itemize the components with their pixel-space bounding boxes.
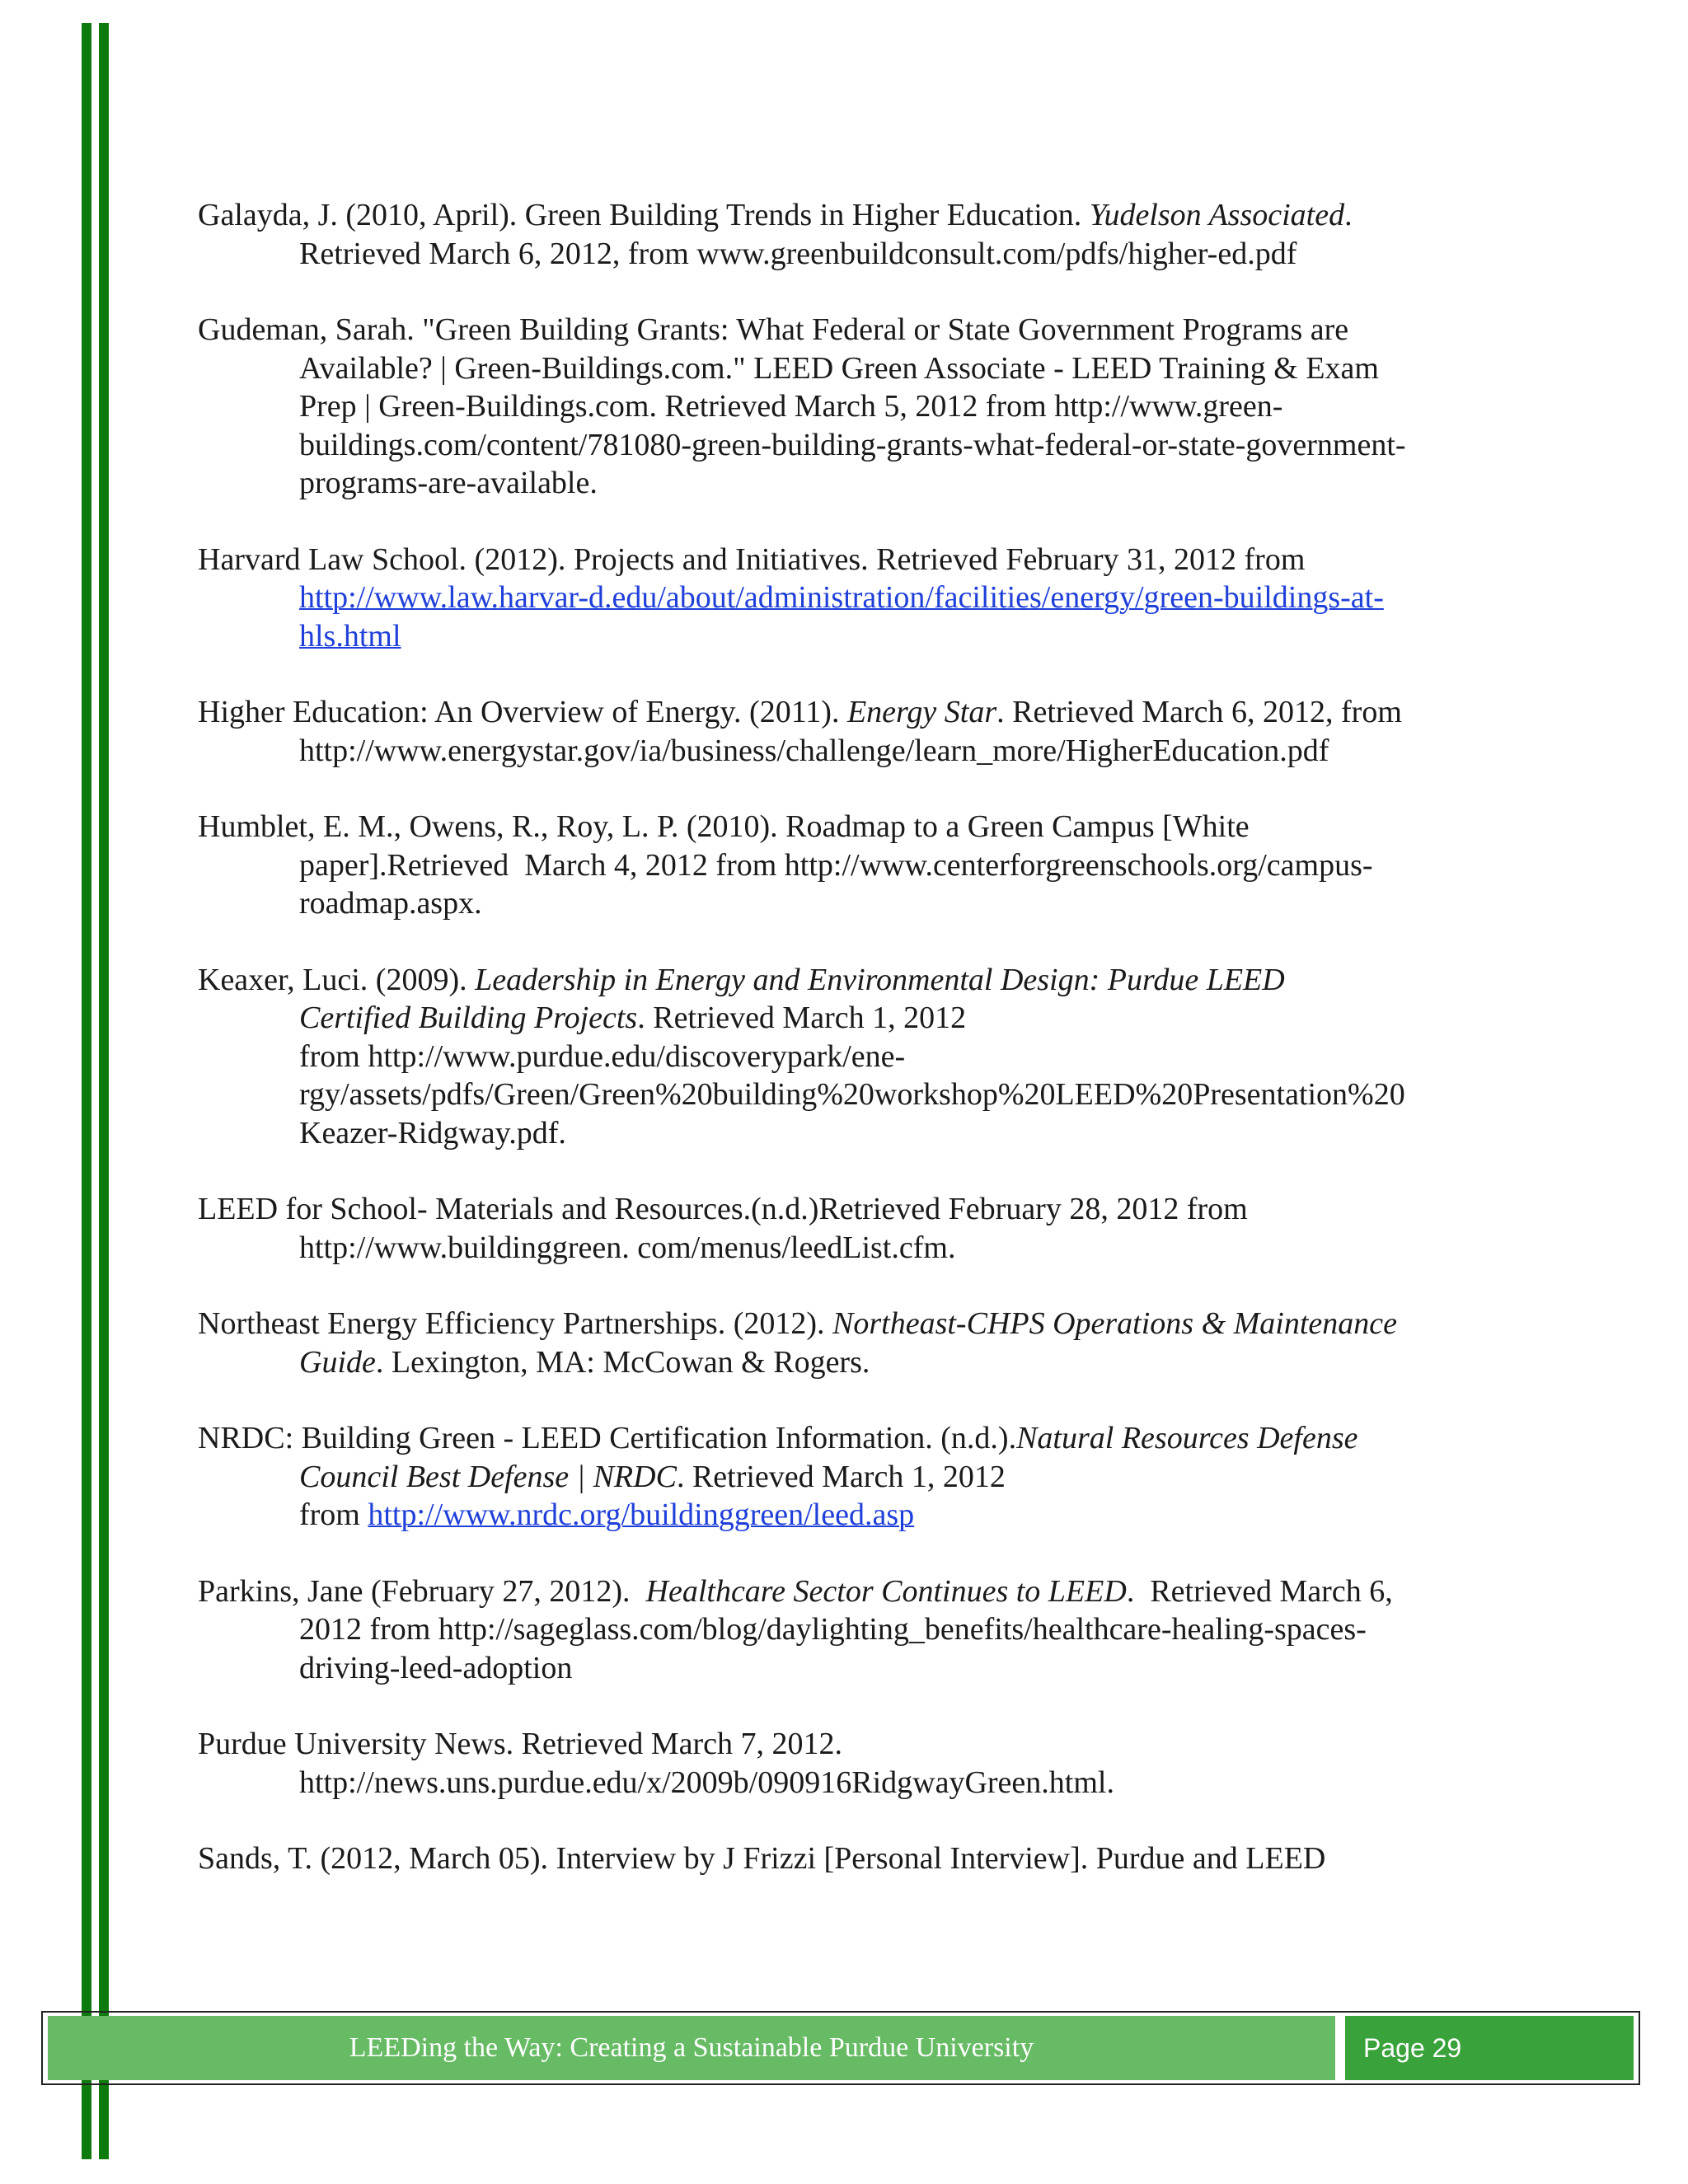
reference-text: roadmap.aspx. <box>299 886 482 921</box>
reference-text: Northeast Energy Efficiency Partnerships. (2012). <box>198 1306 833 1341</box>
reference-text: Retrieved March 6, 2012, from www.greenbuildconsult.com/pdfs/higher-ed.pdf <box>299 236 1297 271</box>
reference-text: Available? | Green-Buildings.com." LEED Green Associate - LEED Training & Exam <box>299 350 1379 386</box>
reference-text: Keazer-Ridgway.pdf. <box>299 1115 566 1151</box>
reference-italic-text: Guide <box>299 1344 376 1380</box>
reference-text: Gudeman, Sarah. "Green Building Grants: What Federal or State Government Programs are <box>198 312 1349 347</box>
reference-text: paper].Retrieved March 4, 2012 from http://www.centerforgreenschools.org/campus- <box>299 847 1373 883</box>
reference-text: . Retrieved March 1, 2012 <box>637 1001 967 1035</box>
reference-text: rgy/assets/pdfs/Green/Green%20building%20workshop%20LEED%20Presentation%20 <box>299 1077 1405 1112</box>
reference-text: NRDC: Building Green - LEED Certification Information. (n.d.). <box>198 1421 1017 1455</box>
reference-text: Parkins, Jane (February 27, 2012). <box>198 1573 646 1609</box>
reference-entry <box>198 1572 1517 1688</box>
reference-link[interactable]: http://www.law.harvar-d.edu/about/administration/facilities/energy/green-buildings-at- <box>299 580 1384 615</box>
reference-entry <box>198 1419 1517 1535</box>
reference-italic-text: Energy Star <box>846 695 997 729</box>
references-list <box>198 196 1517 1916</box>
reference-text: Galayda, J. (2010, April). Green Building Trends in Higher Education. <box>198 198 1090 232</box>
reference-text: from http://www.purdue.edu/discoverypark/ene- <box>299 1038 906 1074</box>
reference-entry <box>198 1840 1517 1878</box>
reference-entry <box>198 196 1517 273</box>
reference-italic-text: Northeast-CHPS Operations & Maintenance <box>832 1306 1397 1341</box>
reference-link[interactable]: http://www.nrdc.org/buildinggreen/leed.asp <box>368 1497 915 1532</box>
footer-title: LEEDing the Way: Creating a Sustainable Purdue University <box>48 2016 1335 2080</box>
reference-text: http://news.uns.purdue.edu/x/2009b/090916RidgwayGreen.html. <box>299 1765 1114 1800</box>
reference-italic-text: Certified Building Projects <box>299 1001 638 1035</box>
reference-text: driving-leed-adoption <box>299 1650 573 1685</box>
reference-text: . Retrieved March 1, 2012 <box>676 1459 1006 1494</box>
reference-text: http://www.energystar.gov/ia/business/challenge/learn_more/HigherEducation.pdf <box>299 733 1329 768</box>
reference-italic-text: Natural Resources Defense <box>1016 1421 1358 1455</box>
reference-entry <box>198 1305 1517 1381</box>
reference-text: from <box>299 1497 368 1532</box>
reference-text: . Retrieved March 6, 2012, from <box>996 695 1402 729</box>
reference-entry <box>198 808 1517 923</box>
reference-entry <box>198 311 1517 503</box>
reference-italic-text: Healthcare Sector Continues to LEED <box>645 1573 1127 1609</box>
left-green-bar-inner <box>99 23 109 2159</box>
reference-text: Purdue University News. Retrieved March 7, 2012. <box>198 1727 843 1761</box>
reference-text: programs-are-available. <box>299 466 598 500</box>
reference-text: buildings.com/content/781080-green-building-grants-what-federal-or-state-government- <box>299 427 1406 462</box>
reference-text: Keaxer, Luci. (2009). <box>198 962 476 997</box>
reference-text: Higher Education: An Overview of Energy. (2011). <box>198 695 847 729</box>
page-number: Page 29 <box>1345 2016 1634 2080</box>
reference-link[interactable]: hls.html <box>299 618 401 654</box>
reference-text: . <box>1344 198 1353 232</box>
left-green-bar <box>82 23 91 2159</box>
reference-text: Humblet, E. M., Owens, R., Roy, L. P. (2010). Roadmap to a Green Campus [White <box>198 809 1250 844</box>
reference-italic-text: Yudelson Associated <box>1089 198 1345 232</box>
reference-text: Prep | Green-Buildings.com. Retrieved March 5, 2012 from http://www.green- <box>299 389 1283 424</box>
reference-text: Harvard Law School. (2012). Projects and Initiatives. Retrieved February 31, 2012 from <box>198 541 1306 577</box>
reference-text: Sands, T. (2012, March 05). Interview by J Frizzi [Personal Interview]. Purdue and LEED <box>198 1841 1326 1876</box>
reference-italic-text: Leadership in Energy and Environmental Design: Purdue LEED <box>475 962 1285 997</box>
reference-text: 2012 from http://sageglass.com/blog/daylighting_benefits/healthcare-healing-spaces- <box>299 1612 1367 1647</box>
reference-entry <box>198 1725 1517 1802</box>
reference-text: LEED for School- Materials and Resources.(n.d.)Retrieved February 28, 2012 from <box>198 1192 1248 1226</box>
reference-entry <box>198 541 1517 656</box>
reference-text: http://www.buildinggreen. com/menus/leedList.cfm. <box>299 1230 956 1265</box>
reference-italic-text: Council Best Defense | NRDC <box>299 1459 677 1494</box>
reference-text: . Lexington, MA: McCowan & Rogers. <box>375 1344 870 1380</box>
reference-entry <box>198 1190 1517 1267</box>
reference-entry <box>198 693 1517 770</box>
reference-entry <box>198 961 1517 1153</box>
reference-text: . Retrieved March 6, <box>1126 1573 1393 1609</box>
